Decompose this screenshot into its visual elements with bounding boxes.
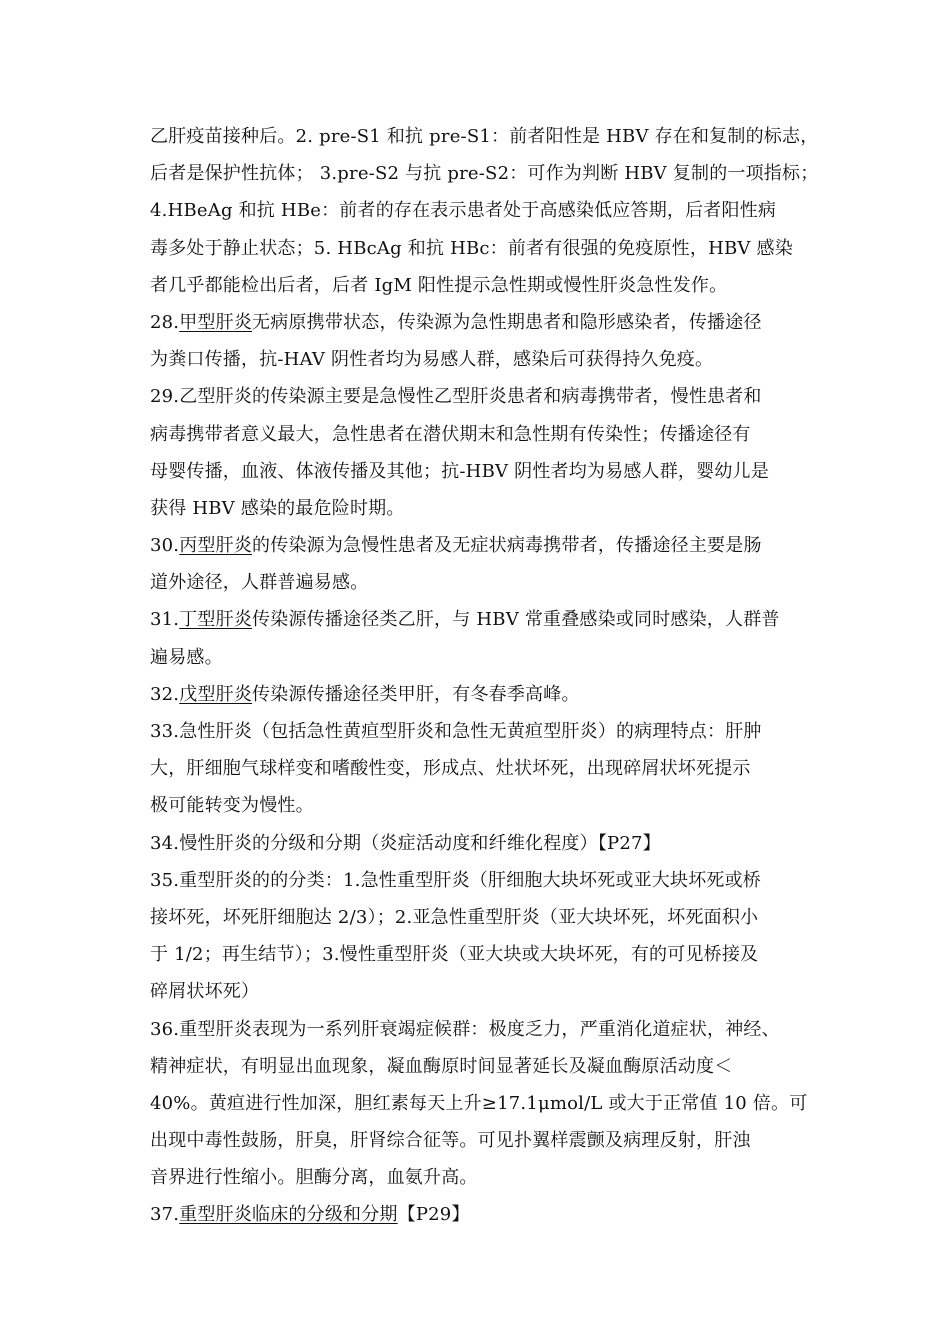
text-line (150, 676, 810, 713)
text-line (150, 973, 810, 1010)
line-text: 为粪口传播，抗-HAV 阴性者均为易感人群，感染后可获得持久免疫。 (150, 349, 714, 371)
underlined-term: 丁型肝炎 (179, 609, 253, 631)
line-text: 精神症状，有明显出血现象，凝血酶原时间显著延长及凝血酶原活动度＜ (150, 1055, 733, 1077)
text-line (150, 192, 810, 229)
line-text: 【P29】 (397, 1204, 470, 1226)
text-line (150, 1122, 810, 1159)
text-line (150, 1048, 810, 1085)
text-line (150, 1196, 810, 1233)
line-text: 极可能转变为慢性。 (150, 795, 314, 817)
line-text: 36.重型肝炎表现为一系列肝衰竭症候群：极度乏力，严重消化道症状，神经、 (150, 1018, 780, 1040)
line-text: 接坏死，坏死肝细胞达 2/3）；2.亚急性重型肝炎（亚大块坏死，坏死面积小 (150, 906, 759, 928)
line-text: 31. (150, 609, 180, 631)
line-text: 音界进行性缩小。胆酶分离，血氨升高。 (150, 1167, 478, 1189)
line-text: 获得 HBV 感染的最危险时期。 (150, 497, 405, 519)
text-line (150, 527, 810, 564)
text-line (150, 787, 810, 824)
text-line (150, 862, 810, 899)
underlined-term: 重型肝炎临床的分级和分期 (179, 1204, 398, 1226)
line-text: 大，肝细胞气球样变和嗜酸性变，形成点、灶状坏死，出现碎屑状坏死提示 (150, 758, 751, 780)
document-body (150, 118, 819, 1234)
text-line (150, 155, 819, 192)
line-text: 30. (150, 535, 180, 557)
text-line (150, 639, 810, 676)
text-line (150, 1085, 810, 1122)
line-text: 32. (150, 683, 180, 705)
line-text: 毒多处于静止状态；5. HBcAg 和抗 HBc：前者有很强的免疫原性，HBV 感染 (150, 237, 793, 259)
underlined-term: 丙型肝炎 (179, 535, 253, 557)
line-text: 于 1/2；再生结节）；3.慢性重型肝炎（亚大块或大块坏死，有的可见桥接及 (150, 944, 759, 966)
line-text: 后者是保护性抗体； 3.pre-S2 与抗 pre-S2：可作为判断 HBV 复制的一项指标； (150, 163, 819, 185)
line-text: 者几乎都能检出后者，后者 IgM 阳性提示急性期或慢性肝炎急性发作。 (150, 274, 728, 296)
line-text: 35.重型肝炎的的分类：1.急性重型肝炎（肝细胞大块坏死或亚大块坏死或桥 (150, 869, 761, 891)
line-text: 33.急性肝炎（包括急性黄疸型肝炎和急性无黄疸型肝炎）的病理特点：肝肿 (150, 721, 762, 742)
text-line (150, 564, 810, 601)
text-line (150, 750, 810, 787)
line-text: 乙肝疫苗接种后。2. pre-S1 和抗 pre-S1：前者阳性是 HBV 存在和复制的标志， (150, 126, 819, 147)
text-line (150, 267, 810, 304)
line-text: 母婴传播，血液、体液传播及其他；抗-HBV 阴性者均为易感人群，婴幼儿是 (150, 460, 769, 482)
line-text: 的传染源为急慢性患者及无症状病毒携带者，传播途径主要是肠 (252, 535, 762, 557)
line-text: 病毒携带者意义最大，急性患者在潜伏期末和急性期有传染性；传播途径有 (150, 423, 751, 445)
line-text: 碎屑状坏死） (150, 981, 260, 1003)
text-line (150, 453, 810, 490)
text-line (150, 490, 810, 527)
text-line (150, 601, 810, 638)
text-line (150, 899, 810, 936)
text-line (150, 341, 810, 378)
line-text: 无病原携带状态，传染源为急性期患者和隐形感染者，传播途径 (252, 311, 762, 333)
line-text: 40%。黄疸进行性加深，胆红素每天上升≥17.1μmol/L 或大于正常值 10 倍。可 (150, 1092, 808, 1114)
underlined-term: 戊型肝炎 (179, 683, 253, 705)
text-line (150, 230, 810, 267)
text-line (150, 378, 810, 415)
line-text: 37. (150, 1204, 180, 1226)
line-text: 遍易感。 (150, 646, 223, 668)
line-text: 道外途径，人群普遍易感。 (150, 572, 369, 594)
underlined-term: 甲型肝炎 (179, 311, 253, 333)
line-text: 28. (150, 311, 180, 333)
text-line (150, 1159, 810, 1196)
text-line (150, 713, 810, 750)
line-text: 34.慢性肝炎的分级和分期（炎症活动度和纤维化程度）【P27】 (150, 832, 661, 854)
text-line (150, 1011, 810, 1048)
text-line (150, 304, 810, 341)
text-line (150, 936, 810, 973)
text-line (150, 416, 810, 453)
line-text: 传染源传播途径类甲肝，有冬春季高峰。 (252, 683, 580, 705)
line-text: 传染源传播途径类乙肝，与 HBV 常重叠感染或同时感染，人群普 (252, 609, 780, 631)
line-text: 4.HBeAg 和抗 HBe：前者的存在表示患者处于高感染低应答期，后者阳性病 (150, 200, 777, 222)
text-line (150, 825, 810, 862)
line-text: 出现中毒性鼓肠，肝臭，肝肾综合征等。可见扑翼样震颤及病理反射，肝浊 (150, 1130, 751, 1152)
line-text: 29.乙型肝炎的传染源主要是急慢性乙型肝炎患者和病毒携带者，慢性患者和 (150, 386, 762, 408)
text-line (150, 118, 819, 155)
